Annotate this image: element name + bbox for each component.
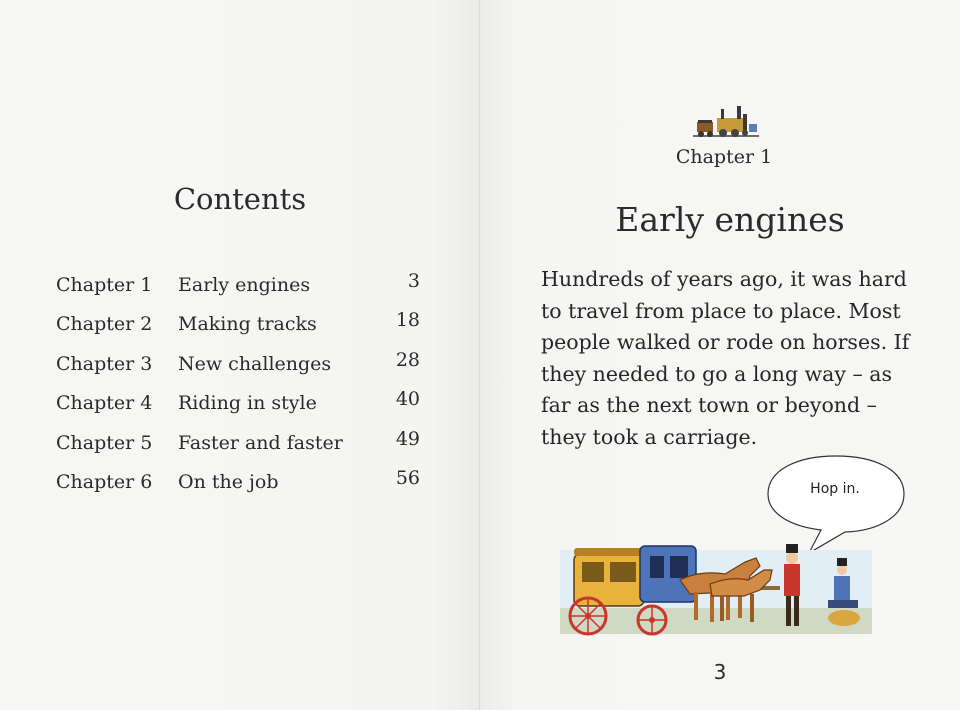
page-number: 3 — [713, 660, 727, 684]
body-line: Hundreds of years ago, it was hard — [541, 267, 907, 291]
toc-chapter-number: Chapter 1 — [56, 274, 153, 296]
toc-row[interactable] — [56, 388, 426, 427]
toc-chapter-number: Chapter 6 — [56, 470, 153, 493]
toc-chapter-title: Faster and faster — [178, 431, 343, 454]
steam-train-icon — [693, 104, 759, 140]
toc-chapter-title: On the job — [178, 470, 279, 493]
toc-row[interactable] — [56, 428, 426, 467]
toc-page-number: 28 — [395, 348, 420, 371]
speech-bubble-text: Hop in. — [810, 481, 860, 497]
body-line: people walked or rode on horses. If — [541, 330, 910, 354]
toc-page-number: 40 — [395, 388, 420, 411]
toc-chapter-title: Early engines — [178, 274, 311, 296]
toc-chapter-number: Chapter 4 — [56, 392, 153, 415]
toc-page-number: 18 — [395, 309, 420, 332]
body-paragraph — [541, 264, 931, 453]
body-line: they took a carriage. — [541, 424, 758, 449]
horse-drawn-carriage-illustration — [560, 540, 872, 646]
chapter-title: Early engines — [615, 200, 845, 239]
toc-chapter-title: Making tracks — [178, 313, 317, 336]
toc-row[interactable] — [56, 309, 426, 348]
toc-page-number: 56 — [395, 466, 420, 489]
toc-chapter-title: Riding in style — [178, 392, 317, 415]
toc-row[interactable] — [56, 467, 426, 506]
table-of-contents — [56, 270, 426, 506]
toc-chapter-number: Chapter 2 — [56, 313, 153, 336]
toc-page-number: 3 — [407, 270, 420, 292]
chapter-page — [480, 0, 960, 710]
toc-chapter-number: Chapter 5 — [56, 431, 153, 454]
body-line: to travel from place to place. Most — [541, 298, 901, 323]
toc-chapter-number: Chapter 3 — [56, 352, 153, 375]
toc-page-number: 49 — [395, 427, 420, 450]
body-line: far as the next town or beyond – — [541, 393, 877, 417]
contents-title: Contents — [173, 182, 307, 216]
body-line: they needed to go a long way – as — [541, 361, 892, 386]
chapter-label: Chapter 1 — [675, 146, 773, 168]
toc-row[interactable] — [56, 270, 426, 309]
toc-row[interactable] — [56, 349, 426, 388]
toc-chapter-title: New challenges — [178, 352, 332, 375]
